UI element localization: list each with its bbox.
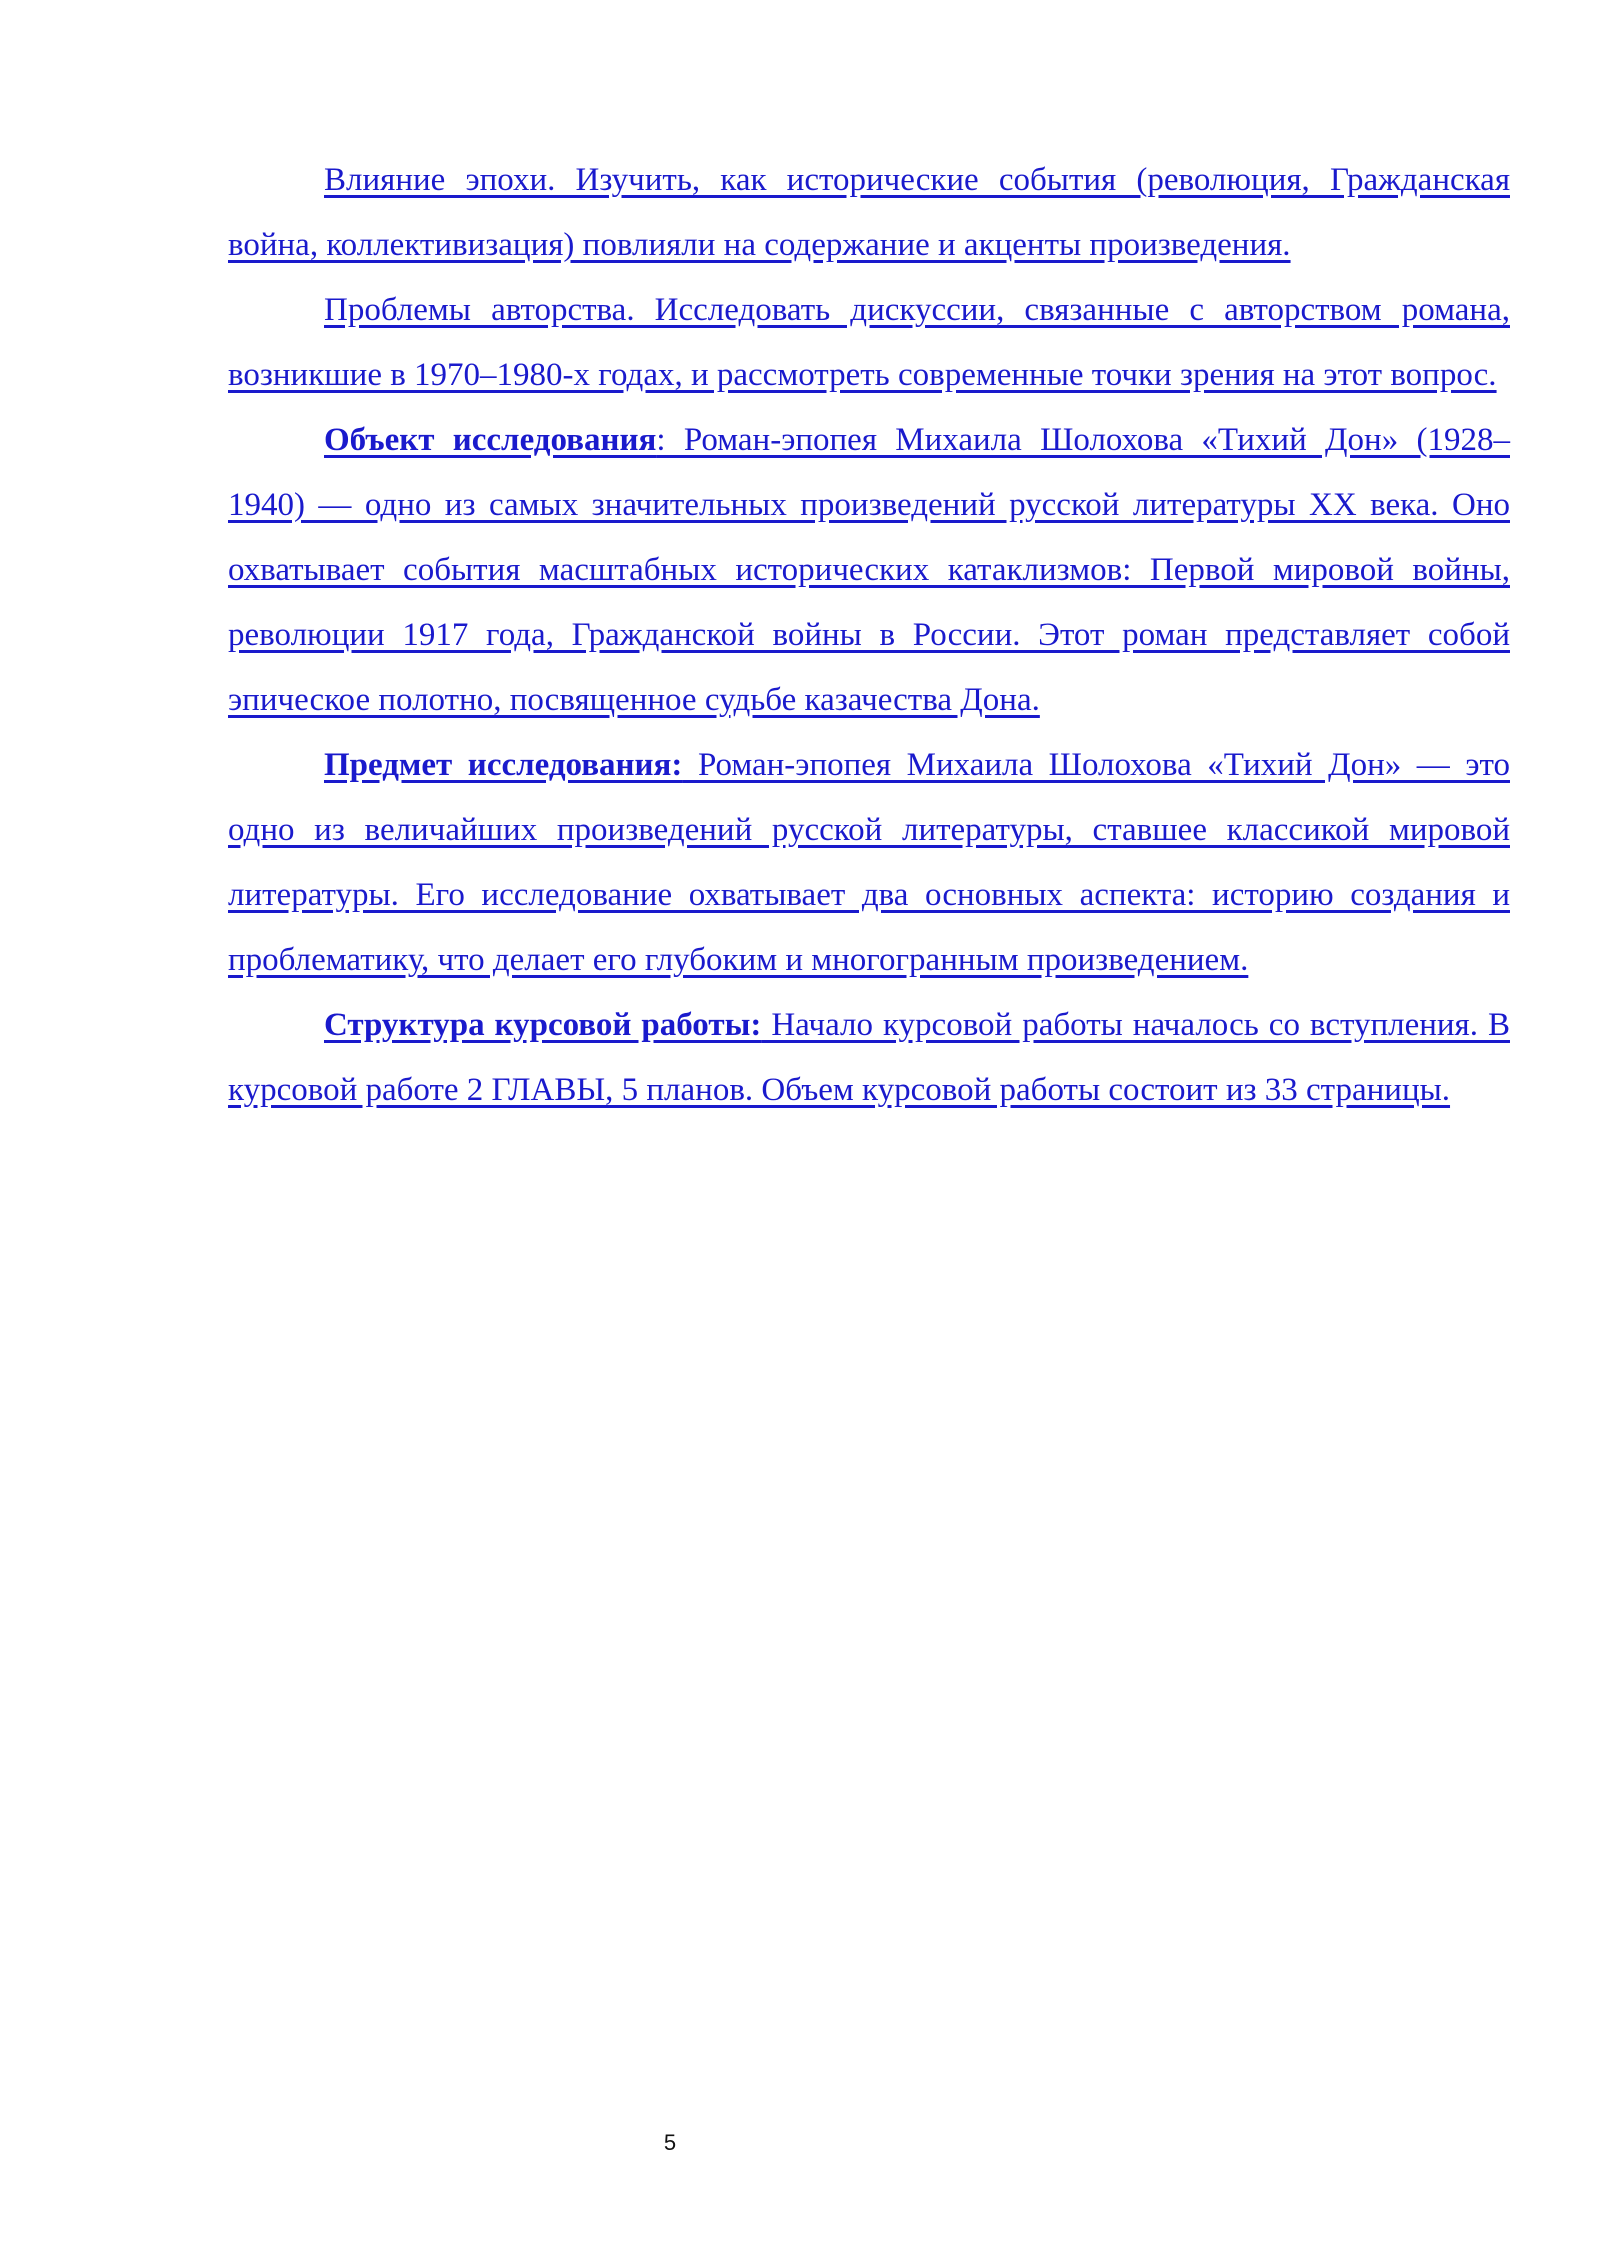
paragraph-text: : Роман-эпопея Михаила Шолохова «Тихий Дон» (1928–1940) — одно из самых значительных произведений русской литературы XX века. Оно охватывает события масштабных исторических катаклизмов: Первой мировой войны, революции 1917 года, Гражданской войны в России. Этот роман представляет собой эпическое полотно, посвященное судьбе казачества Дона. <box>228 422 1510 718</box>
paragraph-text: Роман-эпопея Михаила Шолохова «Тихий Дон» — это одно из величайших произведений русской литературы, ставшее классикой мировой литературы. Его исследование охватывает два основных аспекта: историю создания и проблематику, что делает его глубоким и многогранным произведением. <box>228 747 1510 978</box>
paragraph-epoch-influence <box>228 148 1510 278</box>
paragraph-text: Влияние эпохи. Изучить, как исторические события (революция, Гражданская война, коллективизация) повлияли на содержание и акценты произведения. <box>228 162 1510 263</box>
paragraph-text: Начало курсовой работы началось со вступления. В курсовой работе 2 ГЛАВЫ, 5 планов. Объем курсовой работы состоит из 33 страницы. <box>228 1007 1510 1108</box>
paragraph-term: Объект исследования <box>324 422 657 458</box>
paragraph-research-subject <box>228 733 1510 993</box>
paragraph-text: Проблемы авторства. Исследовать дискуссии, связанные с авторством романа, возникшие в 1970–1980-х годах, и рассмотреть современные точки зрения на этот вопрос. <box>228 292 1510 393</box>
page-number: 5 <box>663 2130 677 2155</box>
body-text <box>228 148 1510 1123</box>
paragraph-term: Структура курсовой работы: <box>324 1007 762 1043</box>
paragraph-term: Предмет исследования: <box>324 747 683 783</box>
paragraph-coursework-structure <box>228 993 1510 1123</box>
paragraph-authorship-problems <box>228 278 1510 408</box>
paragraph-research-object <box>228 408 1510 733</box>
